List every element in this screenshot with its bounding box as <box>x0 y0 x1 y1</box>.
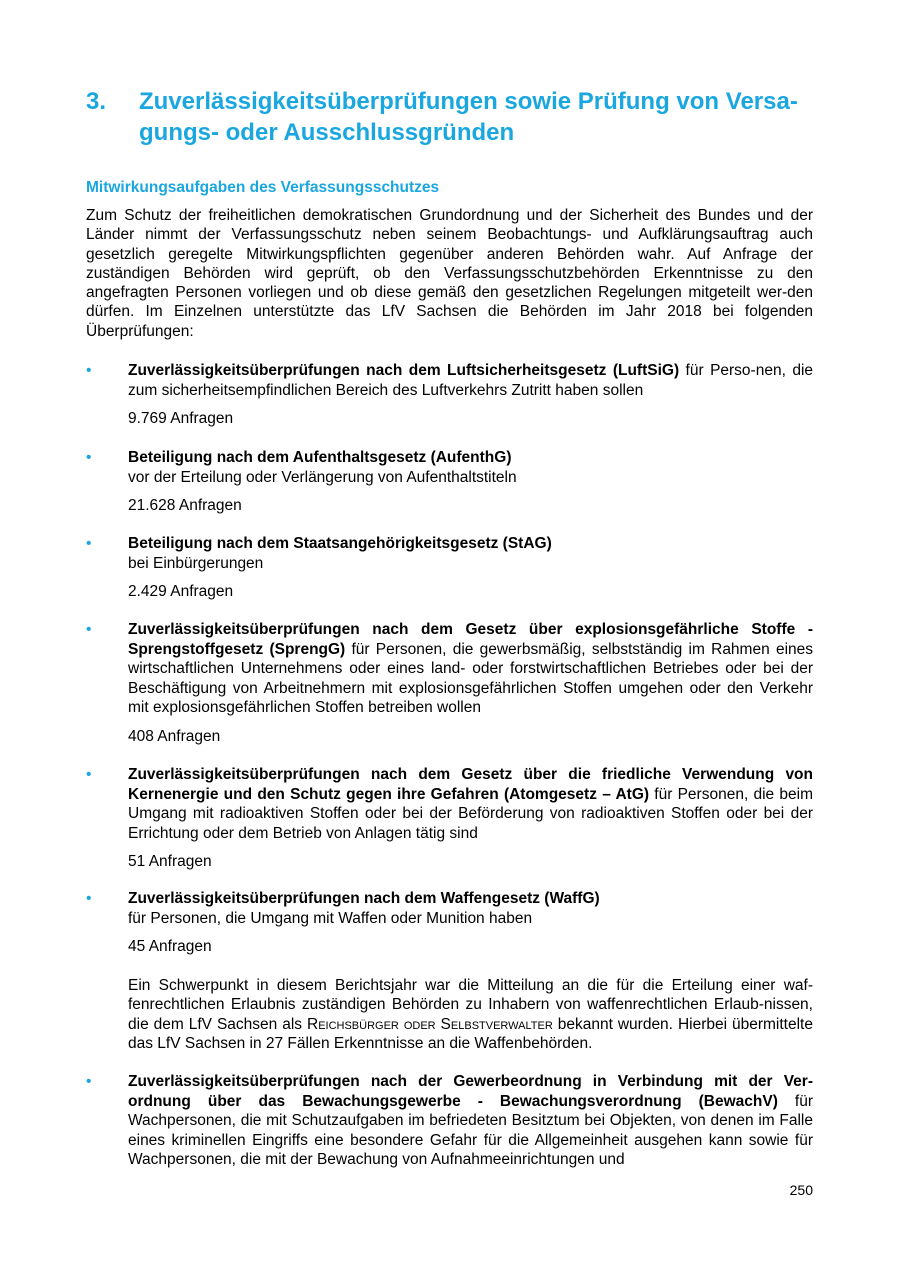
bullet-icon: • <box>86 766 92 783</box>
bullet-icon: • <box>86 1073 92 1090</box>
list-item-title: Zuverlässigkeitsüberprüfungen nach dem Gesetz über die friedliche Verwendung von Kernenergie und den Schutz gegen ihre Gefahren (Atomgesetz – AtG) <box>128 766 813 803</box>
list-item-title: Beteiligung nach dem Staatsangehörigkeitsgesetz (StAG) <box>128 535 552 552</box>
request-count: 45 Anfragen <box>128 938 212 955</box>
list-item-description <box>128 620 813 718</box>
bullet-icon: • <box>86 535 92 552</box>
chapter-number: 3. <box>86 88 107 115</box>
bullet-icon: • <box>86 449 92 466</box>
list-item-text: für Personen, die beim Umgang mit radioaktiven Stoffen oder bei der Beförderung von radioaktiven Stoffen oder bei der Errichtung oder dem Betrieb von Anlagen tätig sind <box>128 785 813 842</box>
weapons-note-paragraph: Ein Schwerpunkt in diesem Berichtsjahr war die Mitteilung an die für die Erteilung einer waf-fenrechtlichen Erlaubnis zuständigen Behörden zu Inhabern von waffenrechtlichen Erlaub-nissen, die dem LfV Sachsen als Reichsbürger oder Selbstverwalter bekannt wurden. Hierbei übermittelte das LfV Sachsen in 27 Fällen Erkenntnisse an die Waffenbehörden. <box>128 976 813 1052</box>
list-item-text: für Wachpersonen, die mit Schutzaufgaben im befriedeten Besitztum bei Objekten, von denen im Falle eines kriminellen Eingriffs eine besondere Gefahr für die Allgemeinheit ausgehen kann sowie für Wachpersonen, die mit der Bewachung von Aufnahmeeinrichtungen und <box>128 1092 813 1168</box>
list-item-description <box>128 361 813 400</box>
list-item-title: Zuverlässigkeitsüberprüfungen nach dem Luftsicherheitsgesetz (LuftSiG) <box>128 362 680 379</box>
request-count: 21.628 Anfragen <box>128 497 242 514</box>
smallcaps-term: Reichsbürger oder Selbstverwalter <box>307 1015 553 1033</box>
bullet-icon: • <box>86 890 92 907</box>
request-count: 2.429 Anfragen <box>128 583 234 600</box>
request-count: 408 Anfragen <box>128 727 221 745</box>
list-item-body <box>128 448 813 516</box>
list-item-text: vor der Erteilung oder Verlängerung von Aufenthaltstiteln <box>128 468 517 486</box>
list-item-text: für Personen, die gewerbsmäßig, selbstständig im Rahmen eines wirtschaftlichen Unternehmens oder eines land- oder forstwirtschaftlichen Betriebes oder bei der Beschäftigung von Arbeitnehmern mit explosionsgefährlichen Stoffen umgehen oder den Verkehr mit explosionsgefährlichen Stoffen betreiben wollen <box>128 640 814 716</box>
list-item-title: Zuverlässigkeitsüberprüfungen nach dem Gesetz über explosionsgefährliche Stoffe - Sprengstoffgesetz (SprengG) <box>128 621 813 658</box>
list-item-body <box>128 765 813 872</box>
request-count: 51 Anfragen <box>128 853 212 870</box>
list-item-title: Zuverlässigkeitsüberprüfungen nach dem Waffengesetz (WaffG) <box>128 890 600 907</box>
section-heading: Mitwirkungsaufgaben des Verfassungsschutzes <box>86 179 440 196</box>
request-count: 9.769 Anfragen <box>128 410 234 427</box>
intro-paragraph: Zum Schutz der freiheitlichen demokratischen Grundordnung und der Sicherheit des Bundes und der Länder nimmt der Verfassungsschutz neben seinem Beobachtungs- und Aufklärungsauftrag auch gesetzlich geregelte Mitwirkungspflichten gegenüber anderen Behörden wahr. Auf Anfrage der zuständigen Behörden wird geprüft, ob den Verfassungsschutzbehörden Erkenntnisse zu den angefragten Personen vorliegen und ob diese gemäß den gesetzlichen Regelungen mitgeteilt wer-den dürfen. Im Einzelnen unterstützte das LfV Sachsen die Behörden im Jahr 2018 bei folgenden Überprüfungen: <box>86 207 813 340</box>
list-item-description <box>128 765 813 843</box>
list-item-text: für Personen, die Umgang mit Waffen oder Munition haben <box>128 909 533 927</box>
list-item-title: Zuverlässigkeitsüberprüfungen nach der Gewerbeordnung in Verbindung mit der Ver-ordnung über das Bewachungsgewerbe - Bewachungsverordnung (BewachV) <box>128 1073 813 1110</box>
bullet-icon: • <box>86 621 92 638</box>
page-number: 250 <box>789 1182 813 1198</box>
list-item-text: für Perso-nen, die zum sicherheitsempfindlichen Bereich des Luftverkehrs Zutritt haben sollen <box>128 362 814 399</box>
list-item-body <box>128 889 813 1054</box>
list-item-title: Beteiligung nach dem Aufenthaltsgesetz (AufenthG) <box>128 449 512 466</box>
list-item-description <box>128 1072 813 1170</box>
list-item-text: bei Einbürgerungen <box>128 554 264 572</box>
bullet-icon: • <box>86 362 92 379</box>
list-item-body <box>128 361 813 429</box>
list-item-body <box>128 1072 813 1170</box>
chapter-title: Zuverlässigkeitsüberprüfungen sowie Prüfung von Versa- gungs- oder Ausschlussgründen <box>139 88 798 146</box>
list-item-body <box>128 620 813 746</box>
list-item-body <box>128 534 813 602</box>
